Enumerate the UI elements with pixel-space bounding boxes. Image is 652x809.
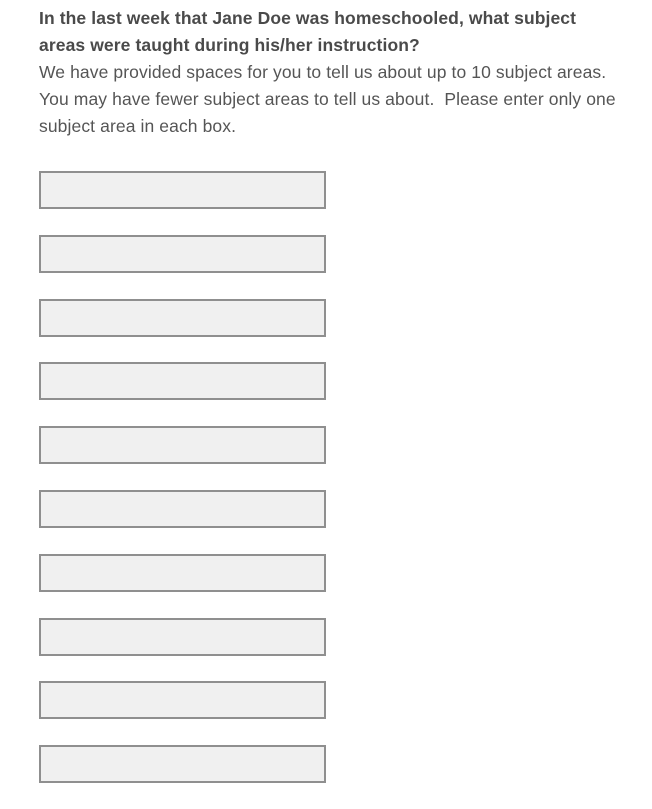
question-title: In the last week that Jane Doe was homeschooled, what subject areas were taught during his/her instruction? [39,8,577,55]
subject-area-input-9[interactable] [39,681,326,719]
subject-area-input-5[interactable] [39,426,326,464]
list-item [39,171,326,209]
list-item [39,681,326,719]
subject-area-input-3[interactable] [39,299,326,337]
subject-area-input-8[interactable] [39,618,326,656]
list-item [39,554,326,592]
subject-area-input-4[interactable] [39,362,326,400]
list-item [39,235,326,273]
list-item [39,618,326,656]
list-item [39,426,326,464]
list-item [39,362,326,400]
question-block [39,5,619,140]
subject-area-input-10[interactable] [39,745,326,783]
subject-area-input-6[interactable] [39,490,326,528]
subject-area-input-1[interactable] [39,171,326,209]
question-instructions: We have provided spaces for you to tell us about up to 10 subject areas. You may have fewer subject areas to tell us about. Please enter only one subject area in each box. [39,62,621,136]
list-item [39,745,326,783]
list-item [39,299,326,337]
list-item [39,490,326,528]
subject-area-input-2[interactable] [39,235,326,273]
subject-area-list [39,171,326,809]
subject-area-input-7[interactable] [39,554,326,592]
